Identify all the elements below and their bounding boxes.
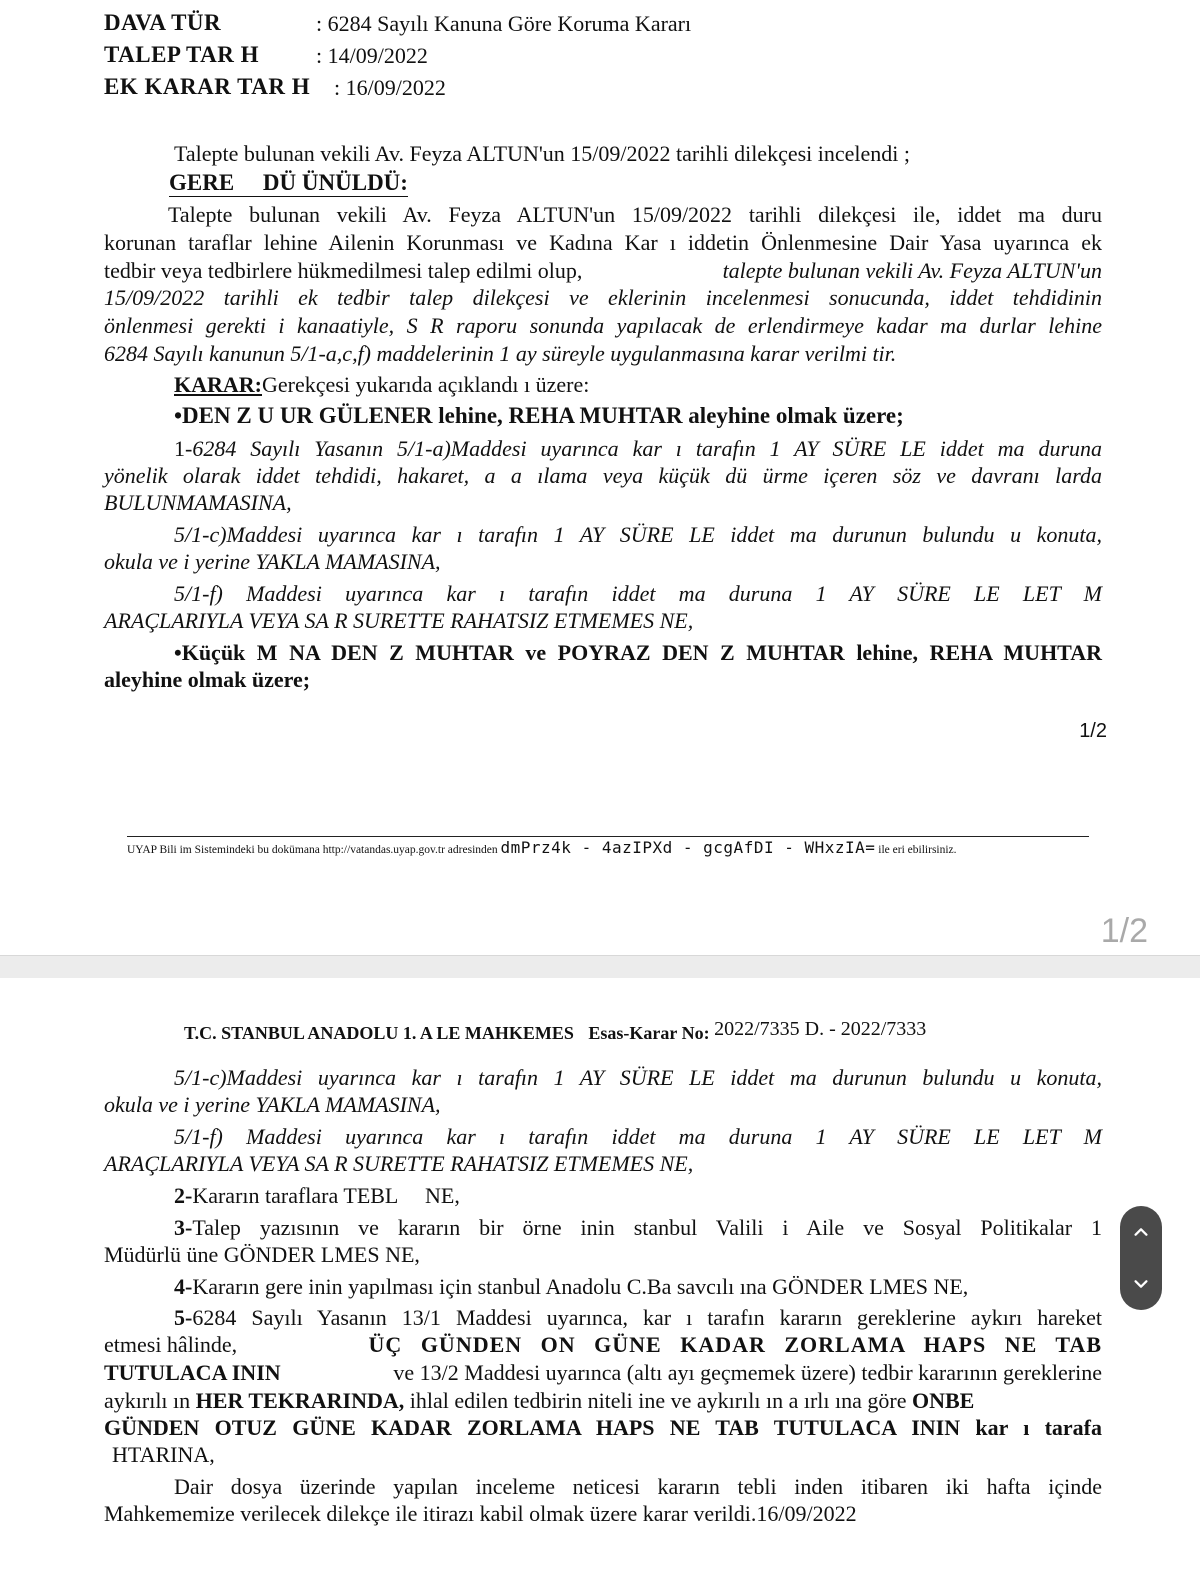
karar-text: Gerekçesi yukarıda açıklandı ı üzere: — [262, 372, 590, 397]
bullet-1: •DEN Z U UR GÜLENER lehine, REHA MUHTAR aleyhine olmak üzere; — [174, 403, 904, 428]
footer-code: dmPrz4k - 4azIPXd - gcgAfDI - WHxzIA= — [500, 838, 876, 857]
item-1-line-1 — [174, 435, 1102, 462]
esas-label: Esas-Karar No: — [588, 1023, 710, 1043]
footer-suffix: ile eri ebilirsiniz. — [878, 844, 957, 856]
gerekce-heading: GERE DÜ ÜNÜLDÜ: — [169, 170, 408, 195]
scroll-up-button[interactable] — [1120, 1206, 1162, 1258]
para-line-5: önlenmesi gerekti i kanaatiyle, S R raporu sonunda yapılacak de erlendirmeye kadar ma durlar lehine — [104, 313, 1102, 338]
item-5-line-2 — [104, 1331, 1102, 1358]
f-clause-line-1: 5/1-f) Maddesi uyarınca kar ı tarafın iddet ma duruna 1 AY SÜRE LE LET M — [174, 581, 1102, 606]
item-5-line-2-regular: etmesi hâlinde, — [104, 1332, 238, 1357]
page-scroll-control — [1120, 1206, 1162, 1310]
item-5-line-3-bold: TUTULACA ININ — [104, 1360, 281, 1385]
item-5-line-3 — [104, 1359, 1102, 1386]
item-5-line-1 — [174, 1304, 1102, 1331]
item-5-line-4-a: aykırılı ın — [104, 1388, 191, 1413]
para-line-6: 6284 Sayılı kanunun 5/1-a,c,f) maddelerinin 1 ay süreyle uygulanmasına karar verilmi tir. — [104, 341, 897, 366]
item-5-line-4 — [104, 1387, 1102, 1414]
para-line-3 — [104, 257, 1102, 284]
dava-value: : 6284 Sayılı Kanuna Göre Koruma Kararı — [316, 11, 692, 36]
c-clause-line-2: okula ve i yerine YAKLA MAMASINA, — [104, 549, 441, 574]
dava-label: DAVA TÜR — [104, 10, 222, 35]
item-3-text: Talep yazısının ve kararın bir örne inin stanbul Valili i Aile ve Sosyal Politikalar 1 — [192, 1215, 1102, 1240]
item-5-text: 6284 Sayılı Yasanın 13/1 Maddesi uyarınca, kar ı tarafın kararın gereklerine aykırı hareket — [192, 1305, 1102, 1330]
f-clause-line-2: ARAÇLARIYLA VEYA SA R SURETTE RAHATSIZ ETMEMES NE, — [104, 608, 694, 633]
item-1-line-3: BULUNMAMASINA, — [104, 490, 292, 515]
final-line-1: Dair dosya üzerinde yapılan inceleme neticesi kararın tebli inden itibaren iki hafta içinde — [174, 1474, 1102, 1499]
item-4-number: 4- — [174, 1274, 193, 1299]
chevron-up-icon — [1132, 1223, 1150, 1241]
item-2 — [174, 1182, 1102, 1209]
footer-divider — [127, 836, 1089, 837]
uyap-footer — [127, 838, 1097, 857]
item-5-line-5: GÜNDEN OTUZ GÜNE KADAR ZORLAMA HAPS NE TAB TUTULACA ININ kar ı tarafa — [104, 1415, 1102, 1440]
item-2-number: 2- — [174, 1183, 193, 1208]
p2-c-clause-line-2: okula ve i yerine YAKLA MAMASINA, — [104, 1092, 441, 1117]
item-5-line-6: HTARINA, — [112, 1442, 215, 1467]
item-5-line-4-b: HER TEKRARINDA, — [195, 1388, 405, 1413]
page-separator — [0, 955, 1200, 979]
item-5-number: 5- — [174, 1305, 193, 1330]
item-1-number: 1- — [174, 436, 193, 461]
item-5-line-4-c: ihlal edilen tedbirin niteli ine ve aykırılı ın a ırlı ına göre — [409, 1388, 907, 1413]
scroll-down-button[interactable] — [1120, 1258, 1162, 1310]
item-4 — [174, 1273, 1102, 1300]
court-header-line — [184, 1020, 1182, 1047]
final-line-2: Mahkememize verilecek dilekçe ile itirazı kabil olmak üzere karar verildi.16/09/2022 — [104, 1501, 857, 1526]
footer-prefix: UYAP Bili im Sistemindeki bu dokümana http://vatandas.uyap.gov.tr adresinden — [127, 844, 498, 856]
karar-label: KARAR: — [174, 372, 262, 397]
item-1-text: 6284 Sayılı Yasanın 5/1-a)Maddesi uyarınca kar ı tarafın 1 AY SÜRE LE iddet ma duruna — [192, 436, 1102, 461]
para-line-1: Talepte bulunan vekili Av. Feyza ALTUN'un 15/09/2022 tarihli dilekçesi ile, iddet ma duru — [168, 202, 1102, 227]
item-3-number: 3- — [174, 1215, 193, 1240]
p2-f-clause-line-1: 5/1-f) Maddesi uyarınca kar ı tarafın iddet ma duruna 1 AY SÜRE LE LET M — [174, 1124, 1102, 1149]
karar-line — [174, 371, 1102, 398]
para-line-3-regular: tedbir veya tedbirlere hükmedilmesi talep edilmi olup, — [104, 258, 583, 283]
c-clause-line-1: 5/1-c)Maddesi uyarınca kar ı tarafın 1 AY SÜRE LE iddet ma durunun bulundu u konuta, — [174, 522, 1102, 547]
esas-value: 2022/7335 D. - 2022/7333 — [714, 1018, 927, 1040]
talep-label: TALEP TAR H — [104, 42, 260, 67]
viewer-page-indicator: 1/2 — [1100, 912, 1148, 950]
para-line-3-italic: talepte bulunan vekili Av. Feyza ALTUN'un — [722, 258, 1102, 283]
document-page-2 — [0, 978, 1200, 1574]
bullet-2-line-1: •Küçük M NA DEN Z MUHTAR ve POYRAZ DEN Z MUHTAR lehine, REHA MUHTAR — [174, 640, 1102, 665]
talep-value: : 14/09/2022 — [316, 43, 428, 68]
item-4-text: Kararın gere inin yapılması için stanbul Anadolu C.Ba savcılı ına GÖNDER LMES NE, — [192, 1274, 969, 1299]
item-5-line-2-bold: ÜÇ GÜNDEN ON GÜNE KADAR ZORLAMA HAPS NE TAB — [368, 1332, 1102, 1357]
ek-karar-value: : 16/09/2022 — [334, 75, 446, 100]
intro-text: Talepte bulunan vekili Av. Feyza ALTUN'un 15/09/2022 tarihli dilekçesi incelendi ; — [174, 141, 911, 166]
item-5-line-3-regular: ve 13/2 Maddesi uyarınca (altı ayı geçmemek üzere) tedbir kararının gereklerine — [393, 1360, 1102, 1385]
item-1-line-2: yönelik olarak iddet tehdidi, hakaret, a a ılama veya küçük dü ürme içeren söz ve davranı larda — [104, 463, 1102, 488]
court-header: T.C. STANBUL ANADOLU 1. A LE MAHKEMES — [184, 1023, 574, 1043]
p2-f-clause-line-2: ARAÇLARIYLA VEYA SA R SURETTE RAHATSIZ ETMEMES NE, — [104, 1151, 694, 1176]
bullet-2-line-2: aleyhine olmak üzere; — [104, 667, 311, 692]
item-5-line-4-d: ONBE — [911, 1388, 975, 1413]
p2-c-clause-line-1: 5/1-c)Maddesi uyarınca kar ı tarafın 1 AY SÜRE LE iddet ma durunun bulundu u konuta, — [174, 1065, 1102, 1090]
item-3-line-2: Müdürlü üne GÖNDER LMES NE, — [104, 1242, 420, 1267]
item-2-text: Kararın taraflara TEBL NE, — [192, 1183, 460, 1208]
page-number: 1/2 — [1079, 720, 1107, 742]
para-line-2: korunan taraflar lehine Ailenin Korunması ve Kadına Kar ı iddetin Önlenmesine Dair Yasa uyarınca ek — [104, 230, 1102, 255]
chevron-down-icon — [1132, 1275, 1150, 1293]
item-3-line-1 — [174, 1214, 1102, 1241]
para-line-4: 15/09/2022 tarihli ek tedbir talep dilekçesi ve eklerinin incelenmesi sonucunda, iddet tehdidinin — [104, 285, 1102, 310]
ek-karar-label: EK KARAR TAR H — [104, 74, 311, 99]
